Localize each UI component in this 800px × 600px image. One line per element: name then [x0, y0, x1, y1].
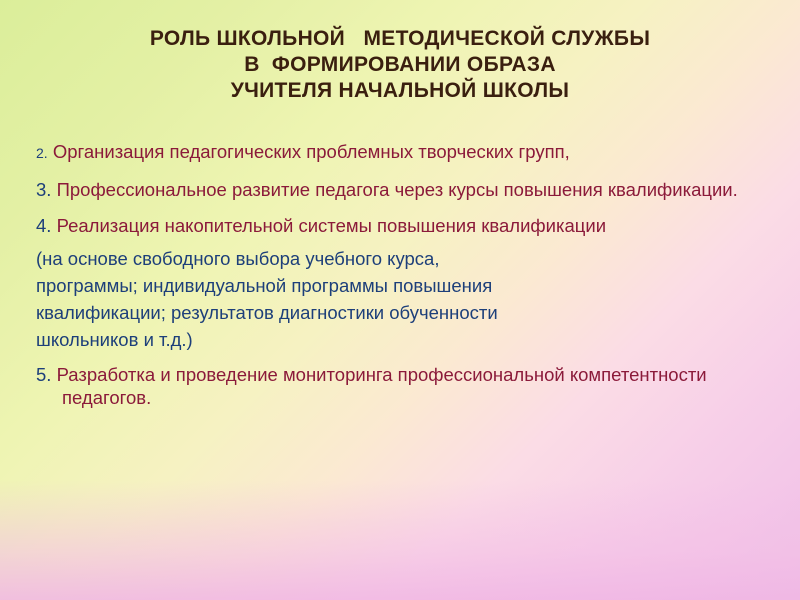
plain-line: (на основе свободного выбора учебного курса, — [36, 248, 440, 269]
plain-line: программы; индивидуальной программы повышения — [36, 275, 493, 296]
list-item-text: Разработка и проведение мониторинга профессиональной компетентности педагогов. — [56, 364, 707, 408]
list-item — [36, 214, 766, 237]
list-item-text: Профессиональное развитие педагога через курсы повышения квалификации. — [56, 179, 738, 200]
list-item-text: Организация педагогических проблемных творческих групп, — [52, 141, 570, 162]
title-line-2: В ФОРМИРОВАНИИ ОБРАЗА — [244, 53, 556, 76]
list-item — [36, 178, 766, 201]
slide-body — [36, 140, 766, 422]
title-line-3: УЧИТЕЛЯ НАЧАЛЬНОЙ ШКОЛЫ — [230, 79, 570, 102]
slide-title — [40, 26, 760, 104]
plain-line: квалификации; результатов диагностики обученности — [36, 302, 498, 323]
plain-line: школьников и т.д.) — [36, 329, 193, 350]
list-item-number: 4. — [36, 215, 52, 236]
list-item-number: 2. — [36, 145, 48, 161]
list-item — [36, 363, 766, 409]
title-line-1: РОЛЬ ШКОЛЬНОЙ МЕТОДИЧЕСКОЙ СЛУЖБЫ — [149, 27, 651, 50]
list-item-text: Реализация накопительной системы повышения квалификации — [56, 215, 607, 236]
list-item-number: 3. — [36, 179, 52, 200]
list-item-number: 5. — [36, 364, 52, 385]
list-item — [36, 140, 766, 165]
